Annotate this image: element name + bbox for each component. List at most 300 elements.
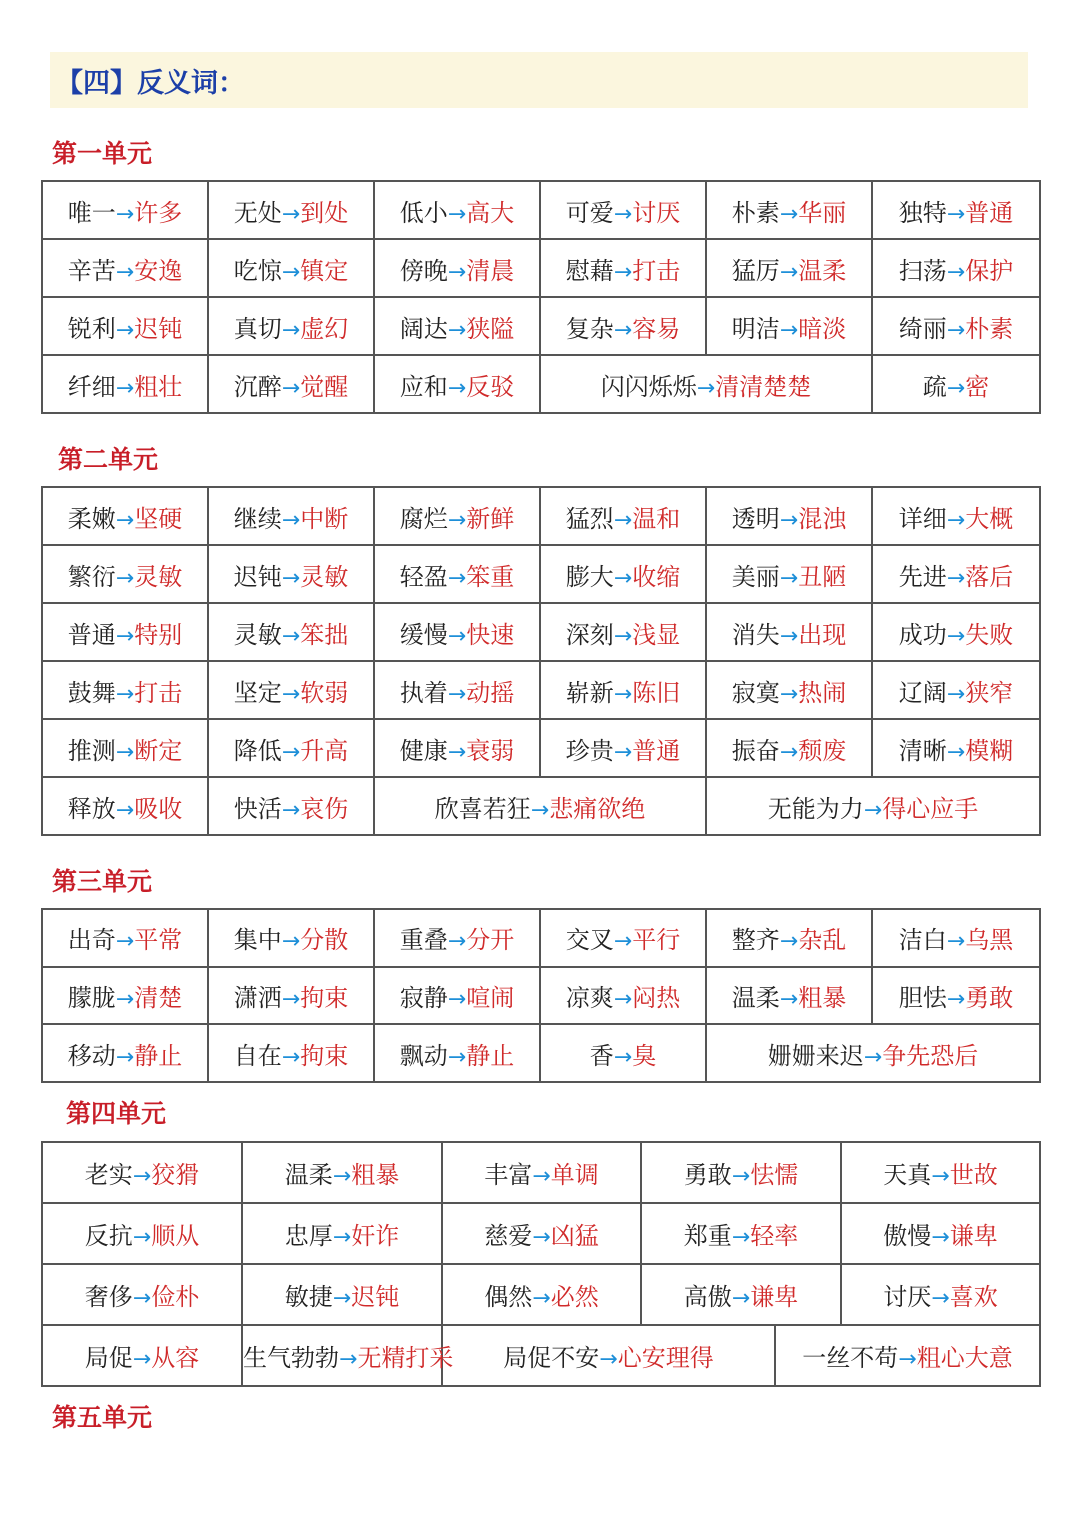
word-pair-cell <box>42 909 208 967</box>
word: 降低 <box>233 736 282 765</box>
word-pair-cell <box>208 297 374 355</box>
word-pair-cell <box>374 661 540 719</box>
word-pair-cell <box>42 545 208 603</box>
word: 凉爽 <box>565 983 614 1012</box>
word: 姗姗来迟 <box>767 1041 864 1070</box>
word-pair-cell <box>442 1264 641 1325</box>
antonym: 静止 <box>466 1041 515 1070</box>
word-pair-cell <box>540 239 706 297</box>
word-pair-cell <box>374 909 540 967</box>
word: 推测 <box>67 736 116 765</box>
word: 独特 <box>898 198 947 227</box>
word-pair-cell <box>42 1024 208 1082</box>
arrow-right-icon: → <box>281 507 301 533</box>
arrow-right-icon: → <box>599 1347 618 1372</box>
antonym: 朴素 <box>965 314 1014 343</box>
arrow-right-icon: → <box>132 1164 152 1189</box>
arrow-right-icon: → <box>132 1225 152 1250</box>
word-pair-cell <box>706 967 872 1025</box>
word-pair-cell <box>442 1325 775 1386</box>
arrow-right-icon: → <box>613 565 633 591</box>
arrow-right-icon: → <box>613 929 633 955</box>
arrow-right-icon: → <box>115 507 135 533</box>
word-pair-cell <box>242 1264 442 1325</box>
word: 可爱 <box>565 198 614 227</box>
antonym: 浅显 <box>632 620 681 649</box>
word-pair-cell <box>706 1024 1040 1082</box>
word: 集中 <box>233 926 282 955</box>
word-pair-cell <box>641 1203 841 1264</box>
arrow-right-icon: → <box>281 623 301 649</box>
word: 低小 <box>399 198 448 227</box>
word: 慈爱 <box>484 1222 533 1250</box>
table-row <box>42 1203 1040 1264</box>
word: 郑重 <box>683 1222 732 1250</box>
table-row <box>42 603 1040 661</box>
antonym: 颓废 <box>798 736 847 765</box>
word-pair-cell <box>242 1203 442 1264</box>
word: 膨大 <box>565 562 614 591</box>
word: 猛厉 <box>731 256 780 285</box>
arrow-right-icon: → <box>281 929 301 955</box>
word: 坚定 <box>233 678 282 707</box>
arrow-right-icon: → <box>447 375 467 401</box>
word: 珍贵 <box>565 736 614 765</box>
word: 锐利 <box>67 314 116 343</box>
antonym: 密 <box>965 372 990 401</box>
word-pair-cell <box>374 967 540 1025</box>
word: 崭新 <box>565 678 614 707</box>
word-pair-cell <box>374 239 540 297</box>
arrow-right-icon: → <box>779 681 799 707</box>
antonym: 俭朴 <box>151 1283 200 1311</box>
table-row <box>42 487 1040 545</box>
arrow-right-icon: → <box>863 797 883 823</box>
arrow-right-icon: → <box>613 986 633 1012</box>
antonym: 笨重 <box>466 562 515 591</box>
word-pair-cell <box>208 909 374 967</box>
word-pair-cell <box>540 603 706 661</box>
antonym: 灵敏 <box>300 562 349 591</box>
word: 移动 <box>67 1041 116 1070</box>
word: 一丝不苟 <box>802 1344 899 1372</box>
arrow-right-icon: → <box>115 929 135 955</box>
word: 普通 <box>67 620 116 649</box>
word: 自在 <box>233 1041 282 1070</box>
antonym: 收缩 <box>632 562 681 591</box>
antonym: 断定 <box>134 736 183 765</box>
word-pair-cell <box>540 355 872 413</box>
antonym: 模糊 <box>965 736 1014 765</box>
antonym: 心安理得 <box>617 1344 714 1372</box>
word-pair-cell <box>442 1142 641 1203</box>
arrow-right-icon: → <box>532 1164 551 1189</box>
arrow-right-icon: → <box>530 797 550 823</box>
word-pair-cell <box>42 777 208 835</box>
antonym: 从容 <box>151 1344 200 1372</box>
arrow-right-icon: → <box>731 1286 751 1311</box>
arrow-right-icon: → <box>115 986 135 1012</box>
table-row <box>42 355 1040 413</box>
word: 缓慢 <box>399 620 448 649</box>
word: 偶然 <box>484 1283 533 1311</box>
antonym: 轻率 <box>750 1222 799 1250</box>
arrow-right-icon: → <box>332 1164 352 1189</box>
word: 交叉 <box>565 926 614 955</box>
antonym: 保护 <box>965 256 1014 285</box>
section-title-unit-1: 第一单元 <box>52 139 153 168</box>
antonym: 暗淡 <box>798 314 847 343</box>
section-title-unit-5: 第五单元 <box>52 1403 153 1432</box>
word-pair-cell <box>208 239 374 297</box>
word: 欣喜若狂 <box>434 794 531 823</box>
word-pair-cell <box>872 355 1040 413</box>
antonym: 粗暴 <box>798 983 847 1012</box>
word-pair-cell <box>641 1264 841 1325</box>
arrow-right-icon: → <box>946 739 966 765</box>
arrow-right-icon: → <box>779 201 799 227</box>
word-pair-cell <box>540 1024 706 1082</box>
word: 朦胧 <box>67 983 116 1012</box>
antonym: 粗心大意 <box>916 1344 1013 1372</box>
antonym: 谦卑 <box>750 1283 799 1311</box>
word-pair-cell <box>374 181 540 239</box>
word: 成功 <box>898 620 947 649</box>
antonym: 世故 <box>949 1161 998 1189</box>
arrow-right-icon: → <box>613 623 633 649</box>
word-pair-cell <box>706 777 1040 835</box>
word: 沉醉 <box>233 372 282 401</box>
arrow-right-icon: → <box>696 375 716 401</box>
antonym: 软弱 <box>300 678 349 707</box>
antonym: 单调 <box>550 1161 599 1189</box>
word: 胆怯 <box>898 983 947 1012</box>
arrow-right-icon: → <box>132 1347 152 1372</box>
antonym: 新鲜 <box>466 504 515 533</box>
antonym: 迟钝 <box>134 314 183 343</box>
antonym: 坚硬 <box>134 504 183 533</box>
antonym: 普通 <box>632 736 681 765</box>
word-pair-cell <box>872 297 1040 355</box>
antonym: 悲痛欲绝 <box>549 794 646 823</box>
word-pair-cell <box>841 1264 1040 1325</box>
arrow-right-icon: → <box>779 986 799 1012</box>
word-pair-cell <box>641 1142 841 1203</box>
antonym: 狭隘 <box>466 314 515 343</box>
antonym: 哀伤 <box>300 794 349 823</box>
antonym-table-unit-3 <box>41 908 1041 1083</box>
antonym: 粗暴 <box>351 1161 400 1189</box>
word: 先进 <box>898 562 947 591</box>
antonym: 顺从 <box>151 1222 200 1250</box>
antonym: 乌黑 <box>965 926 1014 955</box>
word-pair-cell <box>208 661 374 719</box>
word-pair-cell <box>42 967 208 1025</box>
word-pair-cell <box>706 909 872 967</box>
word: 局促 <box>84 1344 133 1372</box>
word-pair-cell <box>540 719 706 777</box>
word-pair-cell <box>872 719 1040 777</box>
arrow-right-icon: → <box>613 259 633 285</box>
word: 扫荡 <box>898 256 947 285</box>
table-row <box>42 661 1040 719</box>
arrow-right-icon: → <box>613 1044 633 1070</box>
word: 辽阔 <box>898 678 947 707</box>
arrow-right-icon: → <box>863 1044 883 1070</box>
word-pair-cell <box>872 909 1040 967</box>
word: 忠厚 <box>284 1222 333 1250</box>
antonym: 平行 <box>632 926 681 955</box>
antonym: 清楚 <box>134 983 183 1012</box>
arrow-right-icon: → <box>946 681 966 707</box>
arrow-right-icon: → <box>132 1286 152 1311</box>
antonym: 迟钝 <box>351 1283 400 1311</box>
arrow-right-icon: → <box>115 797 135 823</box>
word-pair-cell <box>42 297 208 355</box>
word: 鼓舞 <box>67 678 116 707</box>
word-pair-cell <box>540 661 706 719</box>
word-pair-cell <box>706 297 872 355</box>
table-row <box>42 967 1040 1025</box>
antonym: 吸收 <box>134 794 183 823</box>
antonym: 清晨 <box>466 256 515 285</box>
word-pair-cell <box>706 181 872 239</box>
arrow-right-icon: → <box>115 565 135 591</box>
table-row <box>42 545 1040 603</box>
word: 局促不安 <box>503 1344 600 1372</box>
antonym: 怯懦 <box>750 1161 799 1189</box>
arrow-right-icon: → <box>931 1286 950 1311</box>
word: 消失 <box>731 620 780 649</box>
arrow-right-icon: → <box>447 929 467 955</box>
arrow-right-icon: → <box>447 565 467 591</box>
word-pair-cell <box>872 239 1040 297</box>
word-pair-cell <box>42 719 208 777</box>
antonym: 笨拙 <box>300 620 349 649</box>
word-pair-cell <box>42 1203 242 1264</box>
antonym: 打击 <box>632 256 681 285</box>
arrow-right-icon: → <box>532 1225 551 1250</box>
arrow-right-icon: → <box>931 1164 950 1189</box>
word: 寂静 <box>399 983 448 1012</box>
arrow-right-icon: → <box>115 259 135 285</box>
word: 清晰 <box>898 736 947 765</box>
word: 柔嫩 <box>67 504 116 533</box>
antonym: 落后 <box>965 562 1014 591</box>
antonym: 得心应手 <box>882 794 979 823</box>
antonym: 许多 <box>134 198 183 227</box>
page-title: 【四】反义词： <box>56 67 245 99</box>
word: 繁衍 <box>67 562 116 591</box>
antonym: 喜欢 <box>949 1283 998 1311</box>
arrow-right-icon: → <box>931 1225 950 1250</box>
word: 无处 <box>233 198 282 227</box>
arrow-right-icon: → <box>946 375 966 401</box>
antonym: 闷热 <box>632 983 681 1012</box>
table-row <box>42 181 1040 239</box>
antonym: 失败 <box>965 620 1014 649</box>
word-pair-cell <box>208 719 374 777</box>
arrow-right-icon: → <box>613 201 633 227</box>
antonym: 温柔 <box>798 256 847 285</box>
antonym: 喧闹 <box>466 983 515 1012</box>
arrow-right-icon: → <box>779 317 799 343</box>
arrow-right-icon: → <box>281 681 301 707</box>
word: 明洁 <box>731 314 780 343</box>
arrow-right-icon: → <box>281 565 301 591</box>
arrow-right-icon: → <box>898 1347 917 1372</box>
word: 生气勃勃 <box>243 1344 339 1372</box>
word-pair-cell <box>775 1325 1040 1386</box>
arrow-right-icon: → <box>281 1044 301 1070</box>
word-pair-cell <box>208 545 374 603</box>
word-pair-cell <box>540 967 706 1025</box>
antonym-table-unit-4 <box>41 1141 1041 1387</box>
word-pair-cell <box>706 487 872 545</box>
arrow-right-icon: → <box>447 507 467 533</box>
antonym: 打击 <box>134 678 183 707</box>
word-pair-cell <box>540 545 706 603</box>
arrow-right-icon: → <box>447 681 467 707</box>
word-pair-cell <box>872 487 1040 545</box>
word-pair-cell <box>706 545 872 603</box>
antonym: 无精打采 <box>357 1344 454 1372</box>
word: 深刻 <box>565 620 614 649</box>
antonym: 特别 <box>134 620 183 649</box>
word: 无能为力 <box>767 794 864 823</box>
word: 敏捷 <box>284 1283 333 1311</box>
arrow-right-icon: → <box>613 681 633 707</box>
word: 健康 <box>399 736 448 765</box>
word: 香 <box>589 1041 614 1070</box>
antonym: 容易 <box>632 314 681 343</box>
arrow-right-icon: → <box>613 739 633 765</box>
arrow-right-icon: → <box>731 1225 751 1250</box>
word-pair-cell <box>42 661 208 719</box>
table-row <box>42 719 1040 777</box>
arrow-right-icon: → <box>946 317 966 343</box>
antonym: 分开 <box>466 926 515 955</box>
word-pair-cell <box>208 777 374 835</box>
word-pair-cell <box>42 1264 242 1325</box>
word: 温柔 <box>284 1161 333 1189</box>
table-row <box>42 1142 1040 1203</box>
word: 朴素 <box>731 198 780 227</box>
antonym: 快速 <box>466 620 515 649</box>
word: 整齐 <box>731 926 780 955</box>
arrow-right-icon: → <box>115 201 135 227</box>
word: 释放 <box>67 794 116 823</box>
word-pair-cell <box>706 603 872 661</box>
table-row <box>42 1024 1040 1082</box>
word: 猛烈 <box>565 504 614 533</box>
arrow-right-icon: → <box>779 623 799 649</box>
antonym: 混浊 <box>798 504 847 533</box>
word: 讨厌 <box>883 1283 932 1311</box>
antonym: 到处 <box>300 198 349 227</box>
arrow-right-icon: → <box>946 623 966 649</box>
antonym: 分散 <box>300 926 349 955</box>
word: 傍晚 <box>399 256 448 285</box>
antonym: 觉醒 <box>300 372 349 401</box>
arrow-right-icon: → <box>447 317 467 343</box>
arrow-right-icon: → <box>332 1286 352 1311</box>
arrow-right-icon: → <box>946 929 966 955</box>
antonym: 虚幻 <box>300 314 349 343</box>
antonym: 狡猾 <box>151 1161 200 1189</box>
word-pair-cell <box>540 297 706 355</box>
arrow-right-icon: → <box>115 623 135 649</box>
arrow-right-icon: → <box>281 739 301 765</box>
header-banner <box>50 52 1028 108</box>
word: 奢侈 <box>84 1283 133 1311</box>
word: 丰富 <box>484 1161 533 1189</box>
word-pair-cell <box>374 777 706 835</box>
antonym: 温和 <box>632 504 681 533</box>
arrow-right-icon: → <box>281 986 301 1012</box>
word: 执着 <box>399 678 448 707</box>
word-pair-cell <box>540 487 706 545</box>
antonym: 勇敢 <box>965 983 1014 1012</box>
arrow-right-icon: → <box>281 375 301 401</box>
arrow-right-icon: → <box>613 507 633 533</box>
arrow-right-icon: → <box>447 986 467 1012</box>
word: 唯一 <box>67 198 116 227</box>
antonym: 反驳 <box>466 372 515 401</box>
word-pair-cell <box>706 719 872 777</box>
word: 吃惊 <box>233 256 282 285</box>
word: 天真 <box>883 1161 932 1189</box>
arrow-right-icon: → <box>447 259 467 285</box>
word-pair-cell <box>42 487 208 545</box>
word-pair-cell <box>540 909 706 967</box>
antonym: 升高 <box>300 736 349 765</box>
word-pair-cell <box>374 545 540 603</box>
word: 迟钝 <box>233 562 282 591</box>
word: 快活 <box>233 794 282 823</box>
antonym: 杂乱 <box>798 926 847 955</box>
word: 美丽 <box>731 562 780 591</box>
section-title-unit-4: 第四单元 <box>66 1099 167 1128</box>
word-pair-cell <box>208 967 374 1025</box>
arrow-right-icon: → <box>281 797 301 823</box>
antonym: 平常 <box>134 926 183 955</box>
antonym: 普通 <box>965 198 1014 227</box>
word-pair-cell <box>42 1325 242 1386</box>
word-pair-cell <box>242 1325 454 1386</box>
word: 透明 <box>731 504 780 533</box>
arrow-right-icon: → <box>281 259 301 285</box>
word: 老实 <box>84 1161 133 1189</box>
arrow-right-icon: → <box>946 201 966 227</box>
word: 傲慢 <box>883 1222 932 1250</box>
antonym: 必然 <box>550 1283 599 1311</box>
arrow-right-icon: → <box>779 565 799 591</box>
table-row <box>42 297 1040 355</box>
word-pair-cell <box>872 545 1040 603</box>
antonym: 静止 <box>134 1041 183 1070</box>
word-pair-cell <box>841 1142 1040 1203</box>
word: 腐烂 <box>399 504 448 533</box>
antonym: 灵敏 <box>134 562 183 591</box>
arrow-right-icon: → <box>779 929 799 955</box>
antonym: 奸诈 <box>351 1222 400 1250</box>
word-pair-cell <box>242 1142 442 1203</box>
antonym: 高大 <box>466 198 515 227</box>
word: 振奋 <box>731 736 780 765</box>
antonym: 安逸 <box>134 256 183 285</box>
antonym: 大概 <box>965 504 1014 533</box>
